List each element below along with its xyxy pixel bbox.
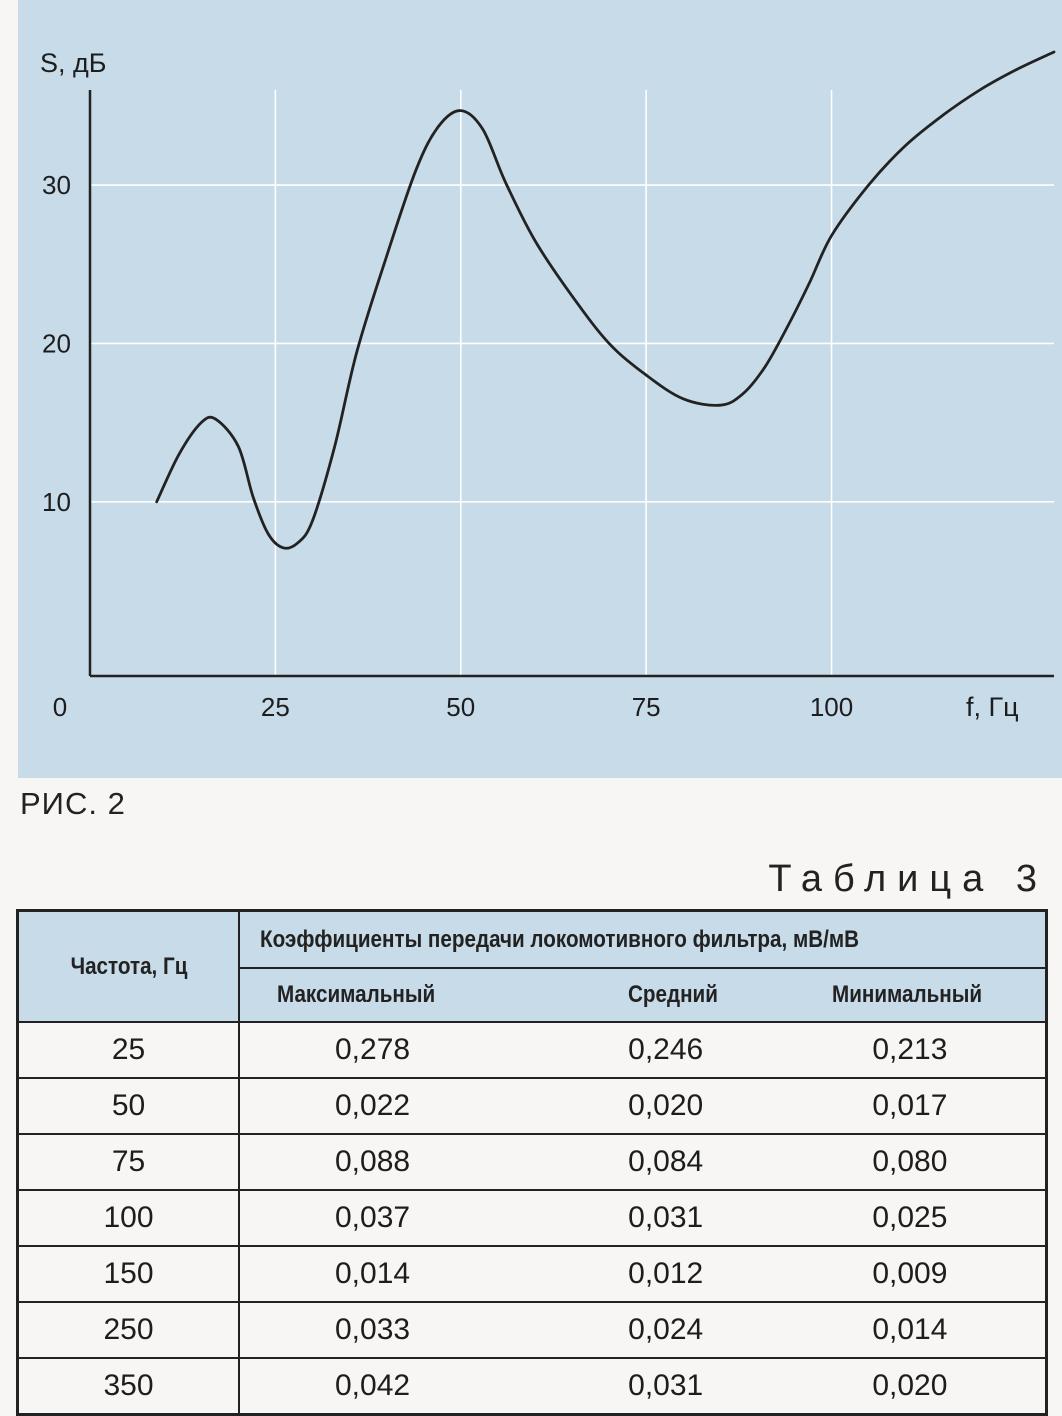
cell-avg: 0,084 — [508, 1134, 777, 1190]
cell-max: 0,033 — [239, 1302, 508, 1358]
chart-axes — [90, 90, 1054, 676]
table-row — [18, 1302, 1047, 1358]
x-tick-label: 75 — [631, 692, 661, 722]
cell-avg: 0,020 — [508, 1078, 777, 1134]
cell-max: 0,042 — [239, 1358, 508, 1415]
cell-avg: 0,031 — [508, 1358, 777, 1415]
cell-frequency: 250 — [18, 1302, 240, 1358]
cell-frequency: 50 — [18, 1078, 240, 1134]
cell-frequency: 100 — [18, 1190, 240, 1246]
cell-max: 0,014 — [239, 1246, 508, 1302]
table-row — [18, 1246, 1047, 1302]
cell-min: 0,014 — [777, 1302, 1046, 1358]
table-title: Таблица 3 — [768, 858, 1048, 900]
series-layer — [157, 52, 1054, 548]
cell-frequency: 350 — [18, 1358, 240, 1415]
header-min: Минимальный — [777, 968, 1046, 1022]
y-tick-label: 30 — [42, 170, 71, 201]
cell-avg: 0,031 — [508, 1190, 777, 1246]
table-row — [18, 1190, 1047, 1246]
cell-frequency: 75 — [18, 1134, 240, 1190]
cell-min: 0,025 — [777, 1190, 1046, 1246]
y-tick-label: 10 — [42, 486, 71, 517]
cell-min: 0,213 — [777, 1022, 1046, 1078]
table-body — [18, 1022, 1047, 1415]
x-tick-label: 100 — [809, 692, 854, 722]
cell-min: 0,009 — [777, 1246, 1046, 1302]
tick-labels — [42, 170, 853, 722]
cell-min: 0,017 — [777, 1078, 1046, 1134]
header-max: Максимальный — [239, 968, 508, 1022]
header-frequency: Частота, Гц — [18, 911, 240, 1023]
line-chart — [18, 0, 1062, 778]
cell-max: 0,022 — [239, 1078, 508, 1134]
figure-panel — [18, 0, 1062, 778]
cell-min: 0,020 — [777, 1358, 1046, 1415]
table-row — [18, 1078, 1047, 1134]
figure-caption: РИС. 2 — [20, 786, 126, 821]
table-row — [18, 1022, 1047, 1078]
x-tick-label: 50 — [446, 692, 476, 722]
cell-min: 0,080 — [777, 1134, 1046, 1190]
cell-frequency: 150 — [18, 1246, 240, 1302]
x-axis-label: f, Гц — [966, 692, 1019, 722]
chart-grid — [90, 90, 1054, 676]
data-table — [16, 909, 1048, 1416]
cell-frequency: 25 — [18, 1022, 240, 1078]
table-row — [18, 1358, 1047, 1415]
y-tick-label: 20 — [42, 328, 71, 359]
x-tick-label: 0 — [52, 692, 68, 722]
header-avg: Средний — [508, 968, 777, 1022]
cell-avg: 0,012 — [508, 1246, 777, 1302]
cell-max: 0,278 — [239, 1022, 508, 1078]
y-axis-label: S, дБ — [40, 48, 107, 78]
cell-avg: 0,246 — [508, 1022, 777, 1078]
cell-max: 0,088 — [239, 1134, 508, 1190]
cell-max: 0,037 — [239, 1190, 508, 1246]
header-group: Коэффициенты передачи локомотивного фильтра, мВ/мВ — [239, 911, 1047, 969]
table-row — [18, 1134, 1047, 1190]
series-line — [157, 52, 1054, 548]
x-tick-label: 25 — [260, 692, 290, 722]
cell-avg: 0,024 — [508, 1302, 777, 1358]
